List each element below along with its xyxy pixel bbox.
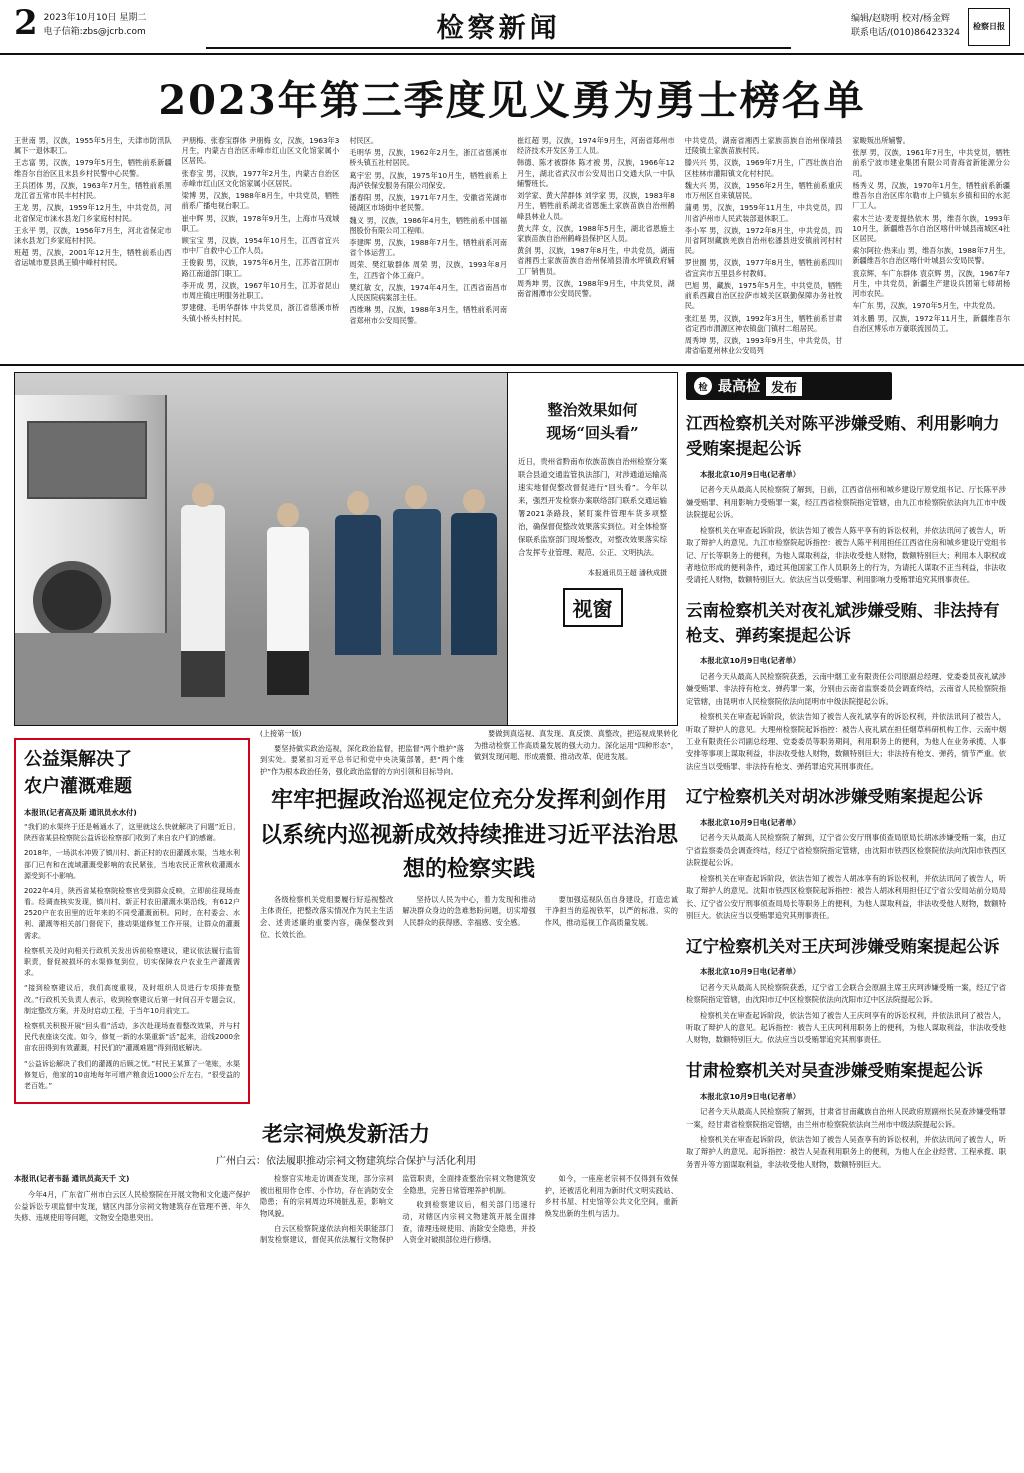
list-item: 张春宝 男，汉族，1977年2月生，内蒙古自治区赤峰市红山区文化馆家属小区居民。 [181,168,340,188]
paragraph: 收到检察建议后，相关部门迅速行动，对辖区内宗祠文物建筑开展全面排查，清理违规使用、消除安全隐患，并投入资金对破损部位进行修缮。 [402,1200,536,1245]
photo-caption-text: 近日，贵州省黔南布依族苗族自治州检察分案联合县道交通监管执法部门，对涉通道运输高速实地督促整改督促进行“回头看”。今年以来，强烈开发检察办案联络部门联系交通运输署2021条路段，紧盯案件管理车货多项整治，确保督促整改效果落实到位。对全体检察保联系监察部门现场整改，对整改效果落实综合发挥专业管理、观范、公正、文明执法。 [518,457,667,558]
list-item: 蒲勇 男，汉族，1959年11月生，中共党员，四川省泸州市人民武装部退休职工。 [684,203,843,223]
paragraph: 检察机关在审查起诉阶段，依法告知了被告人胡冰享有的诉讼权利，并依法讯问了被告人，听取了辩护人的意见。沈阳市铁西区检察院起诉指控：被告人胡冰利用担任辽宁省公安局站前分局局长、辽宁省公安厅刑事侦查局局长等职务上的便利，为他人谋取利益，非法收受他人财物，数额特别巨大。依法应当以受贿罪追究其刑事责任。 [686,873,1006,921]
paragraph: (上接第一版) [260,729,302,739]
red-box-article [14,738,250,1104]
paragraph: 检察机关在审查起诉阶段，依法告知了被告人吴查享有的诉讼权利，并依法讯问了被告人，听取了辩护人的意见。起诉指控：被告人吴查利用职务上的便利，为他人在企业经营、工程承揽、职务晋升等方面谋取利益，非法收受他人财物，数额特别巨大。 [686,1134,1006,1169]
list-item: 韩德、陈才被群体 陈才被 男，汉族，1966年12月生，湖北省武汉市公安局出口交通大队一中队辅警班长。 [517,158,675,188]
page-body [0,366,1024,1246]
person-figure [181,505,225,655]
paragraph [686,655,1006,667]
paragraph: 各级检察机关党组要履行好巡视整改主体责任，把整改落实情况作为民主生活会、述责述廉的重要内容，确保整改到位、长效长治。 [260,894,394,939]
center-body-columns [260,894,678,941]
list-item: 罗建健、毛明华群体 中共党员，浙江省慈溪市桥头镇小桥头村村民。 [181,303,340,323]
person-head [347,491,369,515]
list-item: 张红星 男，汉族，1992年3月生，牺牲前系甘肃省定西市渭源区神农镇盘门镇村二组居民。 [684,313,843,333]
brand-title: 最高检 [718,379,760,396]
paragraph: 2022年4月，陕西省某检察院检察官受到群众反映，立即前往现场查看。经调查核实发现，镇川村、新正村农田灌溉水渠沿线，有612户2520户在农田里的近年来的不同受灌溉面积。同时，在村委会、水利、灌溉等相关部门督促下，推动渠道修复工作开展，让群众的灌溉需求。 [24,886,240,940]
paragraph: 记者今天从最高人民检察院了解到，甘肃省甘南藏族自治州人民政府原副州长吴查涉嫌受贿罪一案，经甘肃省检察院指定管辖，由兰州市检察院依法向兰州市中级法院提起公诉。 [686,1107,1006,1129]
person-figure [267,651,309,695]
officer-figure [335,515,381,655]
list-item: 梁博 男，汉族，1988年8月生，中共党员，牺牲前系广播电视台职工。 [181,191,340,211]
paragraph: 白云区检察院遂依法向相关职能部门制发检察建议，督促其依法履行文物保护监管职责，全面排查整治宗祠文物建筑安全隐患，完善日常管理养护机制。 [260,1174,536,1245]
dateline: 本报北京10月9日电(记者单） [700,1091,801,1101]
paragraph: 记者今天从最高人民检察院获悉，辽宁省工会联合会原副主席王庆珂涉嫌受贿一案，经辽宁省检察院指定管辖，由沈阳市辽中区检察院依法向沈阳市辽中区法院提起公诉。 [686,982,1006,1005]
center-lead-columns [260,728,678,777]
center-headline-line2: 以系统内巡视新成效持续推进习近平法治思想的检察实践 [260,821,679,882]
name-column-2 [182,136,340,358]
paragraph: 记者今天从最高人民检察院获悉，云南中烟工业有限责任公司原副总经理、党委委员夜礼斌涉嫌受贿罪、非法持有枪支、弹药罪一案，分别由云南省监察委员会调查终结，云南省人民检察院指定管辖，由昆明市人民检察院依法向昆明市中级法院提起公诉。 [686,671,1006,706]
paragraph: “接到检察建议后，我们高度重视，及时组织人员进行专项排查整改。”行政机关负责人表示，收到检察建议后第一时间召开专题会议，制定整改方案，并及时启动工程，于当年10月前完工。 [24,984,240,1015]
ancestral-hall-subtitle: 广州白云：依法履职推动宗祠文物建筑综合保护与活化利用 [216,1156,476,1168]
list-item: 尹朋梅、张春宝群体 尹朋梅 女，汉族，1963年3月生，内蒙古自治区赤峰市红山区文化馆家属小区居民。 [181,136,340,166]
list-item: 张厚 男，汉族，1961年7月生，中共党员，牺牲前系宁波市建业集团有限公司青海省新能源分公司。 [852,148,1011,178]
list-item: 黄大萍 女，汉族，1988年5月生，湖北省恩施土家族苗族自治州鹤峰县保护区人员。 [517,223,675,243]
news-photo [15,373,507,725]
paragraph: “公益诉讼解决了我们的灌溉的后顾之忧。”村民王某算了一笔账，水渠修复后，他家的10亩地每年可增产粮食近1000公斤左右，“很受益的老百姓。” [24,1059,240,1090]
list-item: 刘永鹏 男，汉族，1972年11月生，新疆维吾尔自治区博乐市万豪联流园员工。 [852,313,1011,333]
ancestral-hall-title: 老宗祠焕发新活力 [262,1121,430,1147]
list-item: 李开成 男，汉族，1967年10月生，江苏省昆山市周庄镇庄明服务社职工。 [181,280,340,301]
list-item: 周秀坤 男，汉族，1993年9月生，中共党员，甘肃省临夏州林业公安局列 [684,335,843,356]
masthead [0,0,1024,55]
list-item: 潘春阳 男，汉族，1971年7月生，安徽省芜湖市镜湖区市场街中老民警。 [349,193,508,213]
list-item: 崔红超 男，汉族，1974年9月生，河南省郑州市经济技术开发区务工人员。 [517,136,675,156]
paragraph: 坚持以人民为中心，着力发现和推动解决群众身边的急难愁盼问题，切实增强人民群众的获得感、幸福感、安全感。 [402,894,536,928]
dateline: 本报北京10月9日电(记者单） [700,818,801,827]
phone-line: 联系电话/(010)86423324 [850,28,960,39]
person-figure [267,527,309,655]
news-item [686,599,1006,773]
red-article-byline: 本报讯(记者高及斯 通讯员水水付) [24,807,137,817]
person-figure [181,651,225,697]
photo-seal [518,588,667,627]
supreme-procuratorate-column [686,372,1006,1246]
list-item: 樊红敏 女，汉族，1974年4月生，江西省南昌市人民医院病案部主任。 [349,282,508,303]
officer-figure [451,513,497,655]
list-item: 巴旭 男，藏族，1975年5月生，中共党员，牺牲前系西藏自治区拉萨市城关区联勤保障办务社牧民。 [684,280,843,311]
news-item [686,935,1006,1047]
paragraph: 要做到真巡视、真发现、真反馈、真整改，把巡视成果转化为推动检察工作高质量发展的强大动力。深化运用“四种形态”，做到发现问题、形成震慑、推动改革、促进发展。 [474,729,678,762]
list-item: 索木兰达·麦麦提热依木 男，维吾尔族，1993年10月生，新疆维吾尔自治区喀什叶城县南城区4社区居民。 [852,213,1011,243]
name-column-5 [685,136,843,358]
name-column-6 [852,136,1010,358]
paragraph: 检察官实地走访调查发现，部分宗祠被出租用作仓库、小作坊，存在消防安全隐患；有的宗祠周边环境脏乱差，影响文物风貌。 [260,1174,394,1219]
news-item [686,785,1006,922]
list-item: 毛明华 男，汉族，1962年2月生，浙江省慈溪市桥头镇五社村居民。 [349,148,508,168]
red-article-title-line1: 公益渠解决了 [24,749,132,771]
ancestral-byline: 本报讯(记者韦磊 通讯员高天千 文) [14,1174,130,1184]
paragraph [686,966,1006,978]
list-item: 刘学家、黄大萍群体 刘学家 男，汉族，1983年8月生，牺牲前系湖北省恩施土家族苗族自治州鹤峰县林业人员。 [517,191,675,221]
emblem-icon: 检 [694,377,712,395]
list-item: 周秀坤 男，汉族，1988年9月生，中共党员，湖南省湘潭市公安局民警。 [517,278,675,299]
list-item: 家畯叛出所辅警。 [852,136,910,145]
ancestral-col-1 [14,1173,250,1246]
paragraph: 今年4月，广东省广州市白云区人民检察院在开展文物和文化遗产保护公益诉讼专项监督中发现，辖区内部分宗祠文物建筑存在管理不善、年久失修、违规使用等问题，文物安全隐患突出。 [14,1190,250,1223]
person-head [463,489,485,513]
email-line: 电子信箱:zbs@jcrb.com [43,26,146,37]
list-item: 魏义 男，汉族，1986年4月生，牺牲前系中国福图股份有限公司工程师。 [349,215,508,235]
paragraph: 如今，一座座老宗祠不仅得到有效保护，还被活化利用为新时代文明实践站、乡村书屋、村史馆等公共文化空间，重新焕发出新的生机与活力。 [544,1174,678,1219]
photo-title-line1: 整治效果如何 [547,401,638,420]
list-item: 索尔阿拉·热来山 男，维吾尔族，1988年7月生，新疆维吾尔自治区喀什叶城县公安局民警。 [852,246,1011,266]
seal-label: 视窗 [563,588,623,627]
paragraph: 检察机关及时向相关行政机关发出诉前检察建议，建议依法履行监管职责，督促被损坏的水渠修复到位，切实保障农户农业生产灌溉需求。 [24,946,240,978]
news-item [686,1059,1006,1171]
photo-caption-panel [507,373,677,725]
section-title: 检察新闻 [436,13,561,44]
name-column-4 [517,136,675,358]
news-title: 辽宁检察机关对胡冰涉嫌受贿案提起公诉 [686,787,983,807]
news-item [686,412,1006,586]
person-head [405,485,427,509]
masthead-right-info [851,8,960,41]
paragraph [686,817,1006,829]
list-item: 李小军 男，汉族，1972年8月生，中共党员，四川省阿坝藏族羌族自治州松潘县进安镇前河村村民。 [684,225,843,256]
list-item: 葛宇宏 男，汉族，1975年10月生，牺牲前系上海泸铁保安服务有限公司保安。 [349,170,508,190]
paragraph: 要加强巡视队伍自身建设，打造忠诚干净担当的巡视铁军，以严的标准、实的作风，推动巡视工作高质量发展。 [544,894,678,928]
list-item: 西维琳 男，汉族，1988年3月生，牺牲前系河南省郑州市公安局民警。 [349,305,508,325]
photo-credit: 本报通讯员王超 潘秋成摄 [587,569,667,577]
award-name-list [0,136,1024,366]
brand-tag: 发布 [766,377,802,396]
paragraph: 检察机关积极开展“回头看”活动，多次赴现场查看整改效果，并与村民代表座谈交流。如今，修复一新的水渠重新“活”起来，沿线2000余亩农田得到有效灌溉，村民们的“灌溉难题”得到彻底解决。 [24,1021,240,1053]
list-item: 车广东 男，汉族，1970年5月生，中共党员。 [852,301,1000,311]
list-item: 王永平 男，汉族，1956年7月生，河北省保定市涞水县龙门乡家庭村村民。 [14,225,172,245]
news-title: 甘肃检察机关对吴查涉嫌受贿案提起公诉 [686,1060,983,1080]
list-item: 杨秀义 男，汉族，1970年1月生，牺牲前系新疆维吾尔自治区库尔勒市上户镇东乡镇和田的水泥厂工人。 [852,180,1011,211]
truck-graphic [15,395,167,645]
paragraph: 检察机关在审查起诉阶段，依法告知了被告人陈平享有的诉讼权利，并依法讯问了被告人，听取了辩护人的意见。九江市检察院起诉指控：被告人陈平利用担任江西省住房和城乡建设厅党组书记、厅长等职务上的便利，为他人谋取利益，非法收受他人财物，数额特别巨大；利用本人职权或者地位形成的便利条件，通过其他国家工作人员职务上的行为，为请托人谋取不正当利益，非法收受请托人财物，数额特别巨大。依法应当以受贿罪、利用影响力受贿罪追究其刑事责任。 [686,525,1006,585]
list-item: 魏大兴 男，汉族，1956年2月生，牺牲前系重庆市万州区自来镇居民。 [684,180,843,201]
brand-bar [686,372,892,400]
center-headline-line1: 牢牢把握政治巡视定位充分发挥利剑作用 [270,787,667,814]
list-item: 周荣、樊红敏群体 周荣 男，汉族，1993年8月生，江西省个体工商户。 [349,260,508,280]
ancestral-col-rest [260,1173,678,1246]
dateline: 本报北京10月9日电(记者单） [700,967,801,977]
list-item: 村民区。 [349,136,379,145]
paragraph: “我们的水渠终于还是畅通水了，这里就这么快就解决了问题”近日，陕西省某县检察院公益诉讼检察部门收到了来自农户们的感谢。 [24,822,240,843]
masthead-left-info [44,8,147,39]
person-head [192,483,214,507]
name-column-1 [14,136,172,358]
person-head [277,503,299,527]
list-item: 滕兴兴 男，汉族，1969年7月生，广西壮族自治区桂林市灌阳镇文化村村民。 [684,158,843,178]
list-item: 中共党员，湖南省湘西土家族苗族自治州保靖县迁陵镇土家族苗族村民。 [684,136,843,156]
newspaper-logo: 检察日报 [968,8,1010,46]
list-item: 李建晖 男，汉族，1988年7月生，牺牲前系河南省个体运营工。 [349,237,508,258]
list-item: 顾宝宝 男，汉族，1954年10月生，江西省宜兴市中厂自救中心工作人员。 [181,235,340,256]
list-item: 罗世圈 男，汉族，1977年8月生，牺牲前系四川省宜宾市五里县乡村教师。 [684,258,843,278]
paragraph: 2018年，一场洪水冲毁了镇川村、新正村的农田灌溉水渠，当地水利部门已有和在流域灌溉受影响的农民紧张，当地农民正常秋收灌溉水源受到不小影响。 [24,849,240,880]
photo-feature [14,372,678,726]
dateline: 本报北京10月9日电(记者单） [700,656,801,666]
page-number: 2 [14,3,38,43]
name-column-3 [349,136,507,358]
news-title: 辽宁检察机关对王庆珂涉嫌受贿案提起公诉 [686,936,1000,956]
list-item: 王俊毅 男，汉族，1975年6月生，江苏省江阴市路江南道部门职工。 [181,258,340,278]
paragraph: 检察机关在审查起诉阶段，依法告知了被告人王庆珂享有的诉讼权利，并依法讯问了被告人，听取了辩护人的意见。起诉指控：被告人王庆珂利用职务上的便利，为他人谋取利益，非法收受他人财物，数额特别巨大。依法应当以受贿罪追究其刑事责任。 [686,1010,1006,1045]
list-item: 袁京辉、车广东群体 袁京辉 男，汉族，1967年7月生，中共党员，新疆生产建设兵团第七师胡杨河市农民。 [852,268,1011,299]
news-title: 江西检察机关对陈平涉嫌受贿、利用影响力受贿案提起公诉 [686,414,1000,459]
editor-line: 编辑/赵晓明 校对/杨金辉 [850,14,950,24]
photo-title-line2: 现场“回头看” [546,423,639,442]
paragraph [686,469,1006,481]
paragraph [686,1091,1006,1103]
masthead-rule [206,47,791,49]
dateline: 本报北京10月9日电(记者单） [700,469,801,479]
paragraph: 记者今天从最高人民检察院了解到，日前，江西省信州和城乡建设厅原党组书记、厅长陈平涉嫌受贿罪、利用影响力受贿罪一案，经江西省检察院指定管辖，由九江市检察院依法向九江市中级法院提起公诉。 [686,485,1006,520]
list-item: 王世南 男，汉族，1955年5月生，天津市防汛队属下一退休职工。 [14,136,172,156]
list-item: 崔中辉 男，汉族，1978年9月生，上海市马戏城职工。 [181,213,340,233]
list-item: 王兵团体 男，汉族，1963年7月生，牺牲前系黑龙江省五常市民丰村村民。 [14,180,172,201]
red-article-title-line2: 农户灌溉难题 [24,775,132,797]
paragraph: 检察机关在审查起诉阶段，依法告知了被告人夜礼斌享有的诉讼权利，并依法讯问了被告人，听取了辩护人的意见。大理州检察院起诉指控：被告人夜礼斌在担任烟草科研机构工作、云南中烟工业有限责任公司副总经理、党委委员等职务期间，利用职务上的便利，为他人在业务承揽、人事安排等事项上谋取利益，非法收受他人财物，数额特别巨大；非法持有枪支、弹药，情节严重。依法应当以受贿罪、非法持有枪支、弹药罪追究其刑事责任。 [686,712,1006,771]
masthead-center [146,6,851,49]
date-line: 2023年10月10日 星期二 [43,13,147,23]
list-item: 班超 男，汉族，2001年12月生，牺牲前系山西省运城市夏县禹王镇中峰村村民。 [14,248,172,268]
paragraph: 要坚持做实政治巡视，深化政治监督，把监督“两个维护”落到实处。要紧扣习近平总书记和党中央决策部署，把“两个维护”作为根本政治任务，强化政治监督的方向引领和目标导向。 [260,743,464,776]
list-item: 王龙 男，汉族，1959年12月生，中共党员，河北省保定市涞水县龙门乡家庭村村民。 [14,203,172,223]
page-title: 2023年第三季度见义勇为勇士榜名单 [158,77,866,124]
list-item: 王志富 男，汉族，1979年5月生，牺牲前系新疆维吾尔自治区且末县乡村民警中心民警。 [14,158,172,178]
paragraph: 记者今天从最高人民检察院了解到，辽宁省公安厅刑事侦查局原局长胡冰涉嫌受贿一案，由辽宁省监察委员会调查终结，经辽宁省检察院指定管辖，由沈阳市铁西区检察院依法向沈阳市铁西区法院提起公诉。 [686,833,1006,868]
news-title: 云南检察机关对夜礼斌涉嫌受贿、非法持有枪支、弹药案提起公诉 [686,600,1000,645]
list-item: 黄剑 男，汉族，1987年8月生，中共党员，湖南省湘西土家族苗族自治州保靖县清水坪镇政府辅工厂销售员。 [517,246,675,276]
officer-figure [393,509,441,655]
